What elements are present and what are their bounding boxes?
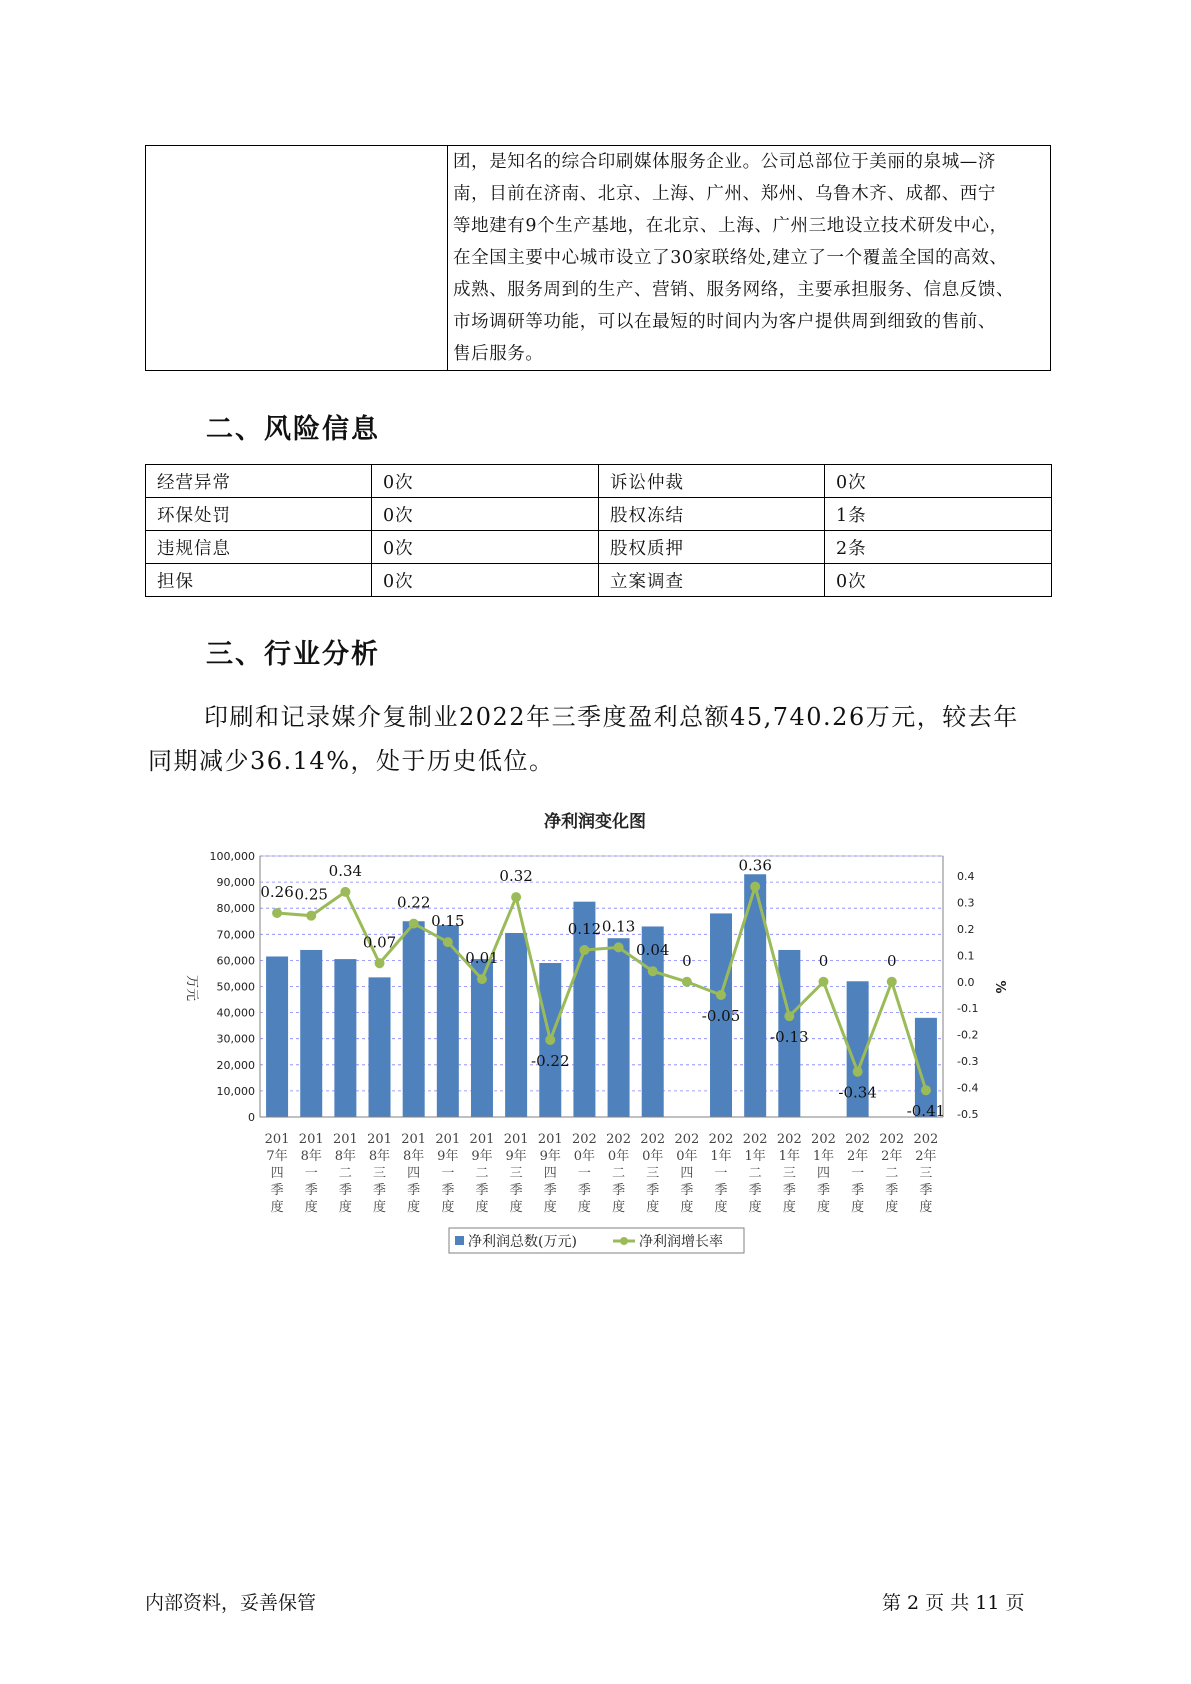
y-tick-label: 60,000	[216, 954, 255, 968]
x-tick-label: 202	[708, 1132, 734, 1147]
y2-tick-label: 0.3	[957, 896, 975, 910]
risk-key: 股权质押	[599, 531, 825, 564]
y-tick-label: 70,000	[216, 928, 255, 942]
chart-svg	[0, 800, 1191, 1280]
x-tick-label: 二	[612, 1166, 626, 1181]
x-tick-label: 三	[782, 1166, 796, 1181]
growth-point	[409, 919, 419, 929]
risk-value: 0次	[372, 465, 599, 498]
growth-point	[443, 937, 453, 947]
x-tick-label: 8年	[334, 1149, 357, 1164]
x-tick-label: 季	[509, 1183, 523, 1198]
x-tick-label: 202	[640, 1132, 666, 1147]
bar	[403, 921, 425, 1117]
x-tick-label: 2年	[846, 1149, 869, 1164]
x-tick-label: 度	[816, 1200, 830, 1215]
industry-paragraph-line: 同期减少36.14%，处于历史低位。	[148, 747, 555, 775]
y2-tick-label: 0.2	[957, 922, 975, 936]
x-tick-label: 一	[441, 1166, 455, 1181]
x-tick-label: 度	[646, 1200, 660, 1215]
risk-key: 立案调查	[599, 564, 825, 597]
x-tick-label: 202	[606, 1132, 631, 1147]
x-tick-label: 201	[298, 1132, 324, 1147]
x-tick-label: 季	[816, 1183, 830, 1198]
chart-title: 净利润变化图	[544, 812, 646, 832]
growth-point	[887, 977, 897, 987]
y2-tick-label: -0.3	[957, 1055, 979, 1069]
growth-point	[511, 892, 521, 902]
risk-value: 0次	[372, 498, 599, 531]
industry-paragraph-line: 印刷和记录媒介复制业2022年三季度盈利总额45,740.26万元，较去年	[204, 703, 1019, 731]
growth-point	[579, 945, 589, 955]
x-tick-label: 202	[572, 1132, 597, 1147]
x-tick-label: 季	[680, 1183, 694, 1198]
data-label: -0.41	[906, 1102, 946, 1121]
bar	[608, 938, 630, 1117]
x-tick-label: 201	[537, 1132, 563, 1147]
growth-point	[750, 882, 760, 892]
x-tick-label: 7年	[266, 1149, 288, 1164]
growth-point	[477, 974, 487, 984]
x-tick-label: 度	[577, 1200, 591, 1215]
x-tick-label: 1年	[710, 1149, 732, 1164]
data-label: 0	[818, 951, 829, 970]
intro-line: 在全国主要中心城市设立了30家联络处,建立了一个覆盖全国的高效、	[453, 248, 1008, 268]
x-tick-label: 四	[407, 1166, 421, 1181]
x-tick-label: 2年	[881, 1149, 903, 1164]
x-tick-label: 二	[475, 1166, 489, 1181]
risk-value: 2条	[825, 531, 1052, 564]
growth-point	[784, 1011, 794, 1021]
x-tick-label: 度	[475, 1200, 489, 1215]
y-tick-label: 10,000	[216, 1084, 255, 1098]
intro-label-cell	[146, 146, 448, 370]
growth-point	[921, 1085, 931, 1095]
x-tick-label: 1年	[812, 1149, 835, 1164]
y-tick-label: 80,000	[216, 902, 255, 916]
x-tick-label: 四	[270, 1166, 284, 1181]
table-row	[146, 531, 1052, 564]
x-tick-label: 度	[748, 1200, 762, 1215]
x-tick-label: 季	[441, 1183, 455, 1198]
data-label: 0.13	[601, 917, 636, 936]
y2-axis-title: %	[992, 980, 1007, 994]
x-tick-label: 201	[435, 1132, 461, 1147]
x-tick-label: 度	[782, 1200, 796, 1215]
x-tick-label: 度	[441, 1200, 455, 1215]
x-tick-label: 二	[338, 1166, 352, 1181]
intro-line: 等地建有9个生产基地，在北京、上海、广州三地设立技术研发中心，	[453, 216, 1008, 236]
x-tick-label: 8年	[368, 1149, 391, 1164]
growth-point	[818, 977, 828, 987]
x-tick-label: 季	[851, 1183, 865, 1198]
x-tick-label: 202	[845, 1132, 871, 1147]
y2-tick-label: -0.1	[957, 1002, 979, 1016]
legend-bar-label: 净利润总数(万元)	[468, 1234, 577, 1250]
y-tick-label: 90,000	[216, 876, 255, 890]
growth-point	[716, 990, 726, 1000]
growth-point	[853, 1067, 863, 1077]
x-tick-label: 二	[748, 1166, 762, 1181]
growth-point	[682, 977, 692, 987]
x-tick-label: 四	[816, 1166, 830, 1181]
x-tick-label: 季	[919, 1183, 933, 1198]
x-tick-label: 2年	[915, 1149, 937, 1164]
intro-line: 南，目前在济南、北京、上海、广州、郑州、乌鲁木齐、成都、西宁	[453, 184, 996, 204]
x-tick-label: 季	[782, 1183, 796, 1198]
data-label: 0.22	[396, 893, 431, 912]
data-label: -0.22	[531, 1051, 570, 1070]
data-label: 0.32	[499, 867, 533, 886]
x-tick-label: 度	[885, 1200, 899, 1215]
x-tick-label: 季	[407, 1183, 421, 1198]
x-tick-label: 201	[401, 1132, 427, 1147]
y2-tick-label: -0.5	[957, 1108, 979, 1121]
bar	[300, 950, 322, 1117]
y-tick-label: 50,000	[216, 980, 255, 994]
x-tick-label: 201	[367, 1132, 392, 1147]
risk-key: 股权冻结	[599, 498, 825, 531]
risk-value: 0次	[825, 465, 1052, 498]
y2-tick-label: -0.2	[957, 1028, 979, 1042]
data-label: 0.34	[328, 861, 363, 880]
y2-tick-label: 0.1	[957, 949, 975, 963]
x-tick-label: 度	[509, 1200, 523, 1215]
x-tick-label: 度	[543, 1200, 557, 1215]
y-tick-label: 20,000	[216, 1058, 255, 1072]
x-tick-label: 202	[879, 1132, 905, 1147]
y-tick-label: 0	[248, 1111, 255, 1124]
risk-table	[145, 464, 1052, 597]
bar	[334, 959, 356, 1117]
y-axis-title: 万元	[184, 974, 199, 1002]
x-tick-label: 三	[646, 1166, 660, 1181]
x-tick-label: 一	[577, 1166, 591, 1181]
x-tick-label: 度	[919, 1200, 933, 1215]
x-tick-label: 季	[885, 1183, 899, 1198]
x-tick-label: 0年	[642, 1149, 664, 1164]
x-tick-label: 1年	[744, 1149, 766, 1164]
y-tick-label: 100,000	[209, 850, 255, 863]
intro-line: 团，是知名的综合印刷媒体服务企业。公司总部位于美丽的泉城—济	[453, 152, 996, 172]
bar	[505, 933, 527, 1117]
risk-key: 环保处罚	[146, 498, 372, 531]
x-tick-label: 度	[304, 1200, 318, 1215]
table-row	[146, 564, 1052, 597]
table-row	[146, 498, 1052, 531]
data-label: -0.34	[838, 1083, 877, 1102]
legend-bar-swatch	[455, 1236, 464, 1245]
x-tick-label: 202	[742, 1132, 768, 1147]
x-tick-label: 201	[332, 1132, 358, 1147]
x-tick-label: 202	[674, 1132, 700, 1147]
x-tick-label: 度	[680, 1200, 694, 1215]
x-tick-label: 0年	[676, 1149, 698, 1164]
footer-note: 内部资料，妥善保管	[145, 1592, 317, 1614]
growth-point	[306, 911, 316, 921]
growth-point	[340, 887, 350, 897]
data-label: 0	[682, 951, 692, 970]
y-tick-label: 30,000	[216, 1032, 255, 1046]
risk-key: 诉讼仲裁	[599, 465, 825, 498]
data-label: 0.01	[465, 949, 499, 968]
data-label: 0.04	[636, 941, 670, 960]
x-tick-label: 1年	[778, 1149, 800, 1164]
growth-point	[545, 1035, 555, 1045]
data-label: 0.36	[738, 856, 772, 875]
risk-value: 1条	[825, 498, 1052, 531]
risk-key: 经营异常	[146, 465, 372, 498]
risk-value: 0次	[372, 564, 599, 597]
x-tick-label: 三	[373, 1166, 387, 1181]
legend-line-label: 净利润增长率	[639, 1234, 723, 1250]
company-intro-table	[145, 145, 1051, 371]
x-tick-label: 季	[543, 1183, 557, 1198]
x-tick-label: 季	[748, 1183, 762, 1198]
x-tick-label: 201	[503, 1132, 529, 1147]
risk-key: 违规信息	[146, 531, 372, 564]
data-label: -0.05	[701, 1007, 741, 1025]
growth-point	[614, 942, 624, 952]
x-tick-label: 季	[714, 1183, 728, 1198]
x-tick-label: 季	[612, 1183, 626, 1198]
industry-heading: 三、行业分析	[206, 639, 380, 670]
risk-value: 0次	[825, 564, 1052, 597]
x-tick-label: 季	[475, 1183, 489, 1198]
x-tick-label: 一	[851, 1166, 865, 1181]
risk-value: 0次	[372, 531, 599, 564]
y-tick-label: 40,000	[216, 1006, 255, 1020]
x-tick-label: 四	[543, 1166, 557, 1181]
net-profit-chart	[0, 800, 1191, 1280]
data-label: 0	[887, 951, 897, 970]
x-tick-label: 度	[714, 1200, 728, 1215]
growth-point	[272, 908, 282, 918]
page-number: 第 2 页 共 11 页	[882, 1592, 1025, 1614]
x-tick-label: 201	[469, 1132, 495, 1147]
data-label: 0.26	[260, 883, 294, 902]
intro-line: 市场调研等功能，可以在最短的时间内为客户提供周到细致的售前、	[453, 312, 996, 332]
x-tick-label: 9年	[471, 1149, 493, 1164]
x-tick-label: 季	[338, 1183, 352, 1198]
y2-tick-label: 0.4	[957, 870, 975, 883]
intro-content-cell	[449, 146, 1050, 370]
x-tick-label: 度	[373, 1200, 387, 1215]
x-tick-label: 一	[714, 1166, 728, 1181]
risk-heading: 二、风险信息	[206, 414, 380, 445]
x-tick-label: 季	[373, 1183, 387, 1198]
x-tick-label: 度	[612, 1200, 626, 1215]
bar	[437, 925, 459, 1117]
x-tick-label: 0年	[573, 1149, 596, 1164]
x-tick-label: 8年	[300, 1149, 322, 1164]
x-tick-label: 季	[304, 1183, 318, 1198]
data-label: 0.07	[362, 933, 397, 952]
data-label: 0.12	[567, 920, 602, 939]
x-tick-label: 度	[407, 1200, 421, 1215]
data-label: -0.13	[770, 1028, 809, 1047]
x-tick-label: 202	[776, 1132, 802, 1147]
x-tick-label: 度	[851, 1200, 865, 1215]
risk-key: 担保	[146, 564, 372, 597]
x-tick-label: 9年	[437, 1149, 459, 1164]
growth-point	[648, 966, 658, 976]
growth-point	[375, 958, 385, 968]
x-tick-label: 202	[913, 1132, 939, 1147]
x-tick-label: 三	[919, 1166, 933, 1181]
legend-line-marker	[620, 1237, 628, 1245]
x-tick-label: 8年	[403, 1149, 425, 1164]
x-tick-label: 0年	[607, 1149, 630, 1164]
x-tick-label: 季	[270, 1183, 284, 1198]
data-label: 0.25	[294, 885, 328, 904]
data-label: 0.15	[431, 912, 465, 931]
x-tick-label: 度	[338, 1200, 352, 1215]
y2-tick-label: 0.0	[957, 975, 975, 989]
x-tick-label: 度	[270, 1200, 284, 1215]
x-tick-label: 一	[304, 1166, 318, 1181]
table-row	[146, 465, 1052, 498]
x-tick-label: 201	[264, 1132, 290, 1147]
bar	[369, 977, 391, 1117]
x-tick-label: 季	[577, 1183, 591, 1198]
intro-line: 售后服务。	[453, 344, 544, 364]
x-tick-label: 202	[811, 1132, 836, 1147]
x-tick-label: 季	[646, 1183, 660, 1198]
x-tick-label: 三	[509, 1166, 523, 1181]
y2-tick-label: -0.4	[957, 1081, 979, 1095]
x-tick-label: 二	[885, 1166, 899, 1181]
x-tick-label: 四	[680, 1166, 694, 1181]
intro-line: 成熟、服务周到的生产、营销、服务网络，主要承担服务、信息反馈、	[453, 280, 1015, 300]
x-tick-label: 9年	[505, 1149, 527, 1164]
x-tick-label: 9年	[539, 1149, 561, 1164]
bar	[266, 956, 288, 1117]
